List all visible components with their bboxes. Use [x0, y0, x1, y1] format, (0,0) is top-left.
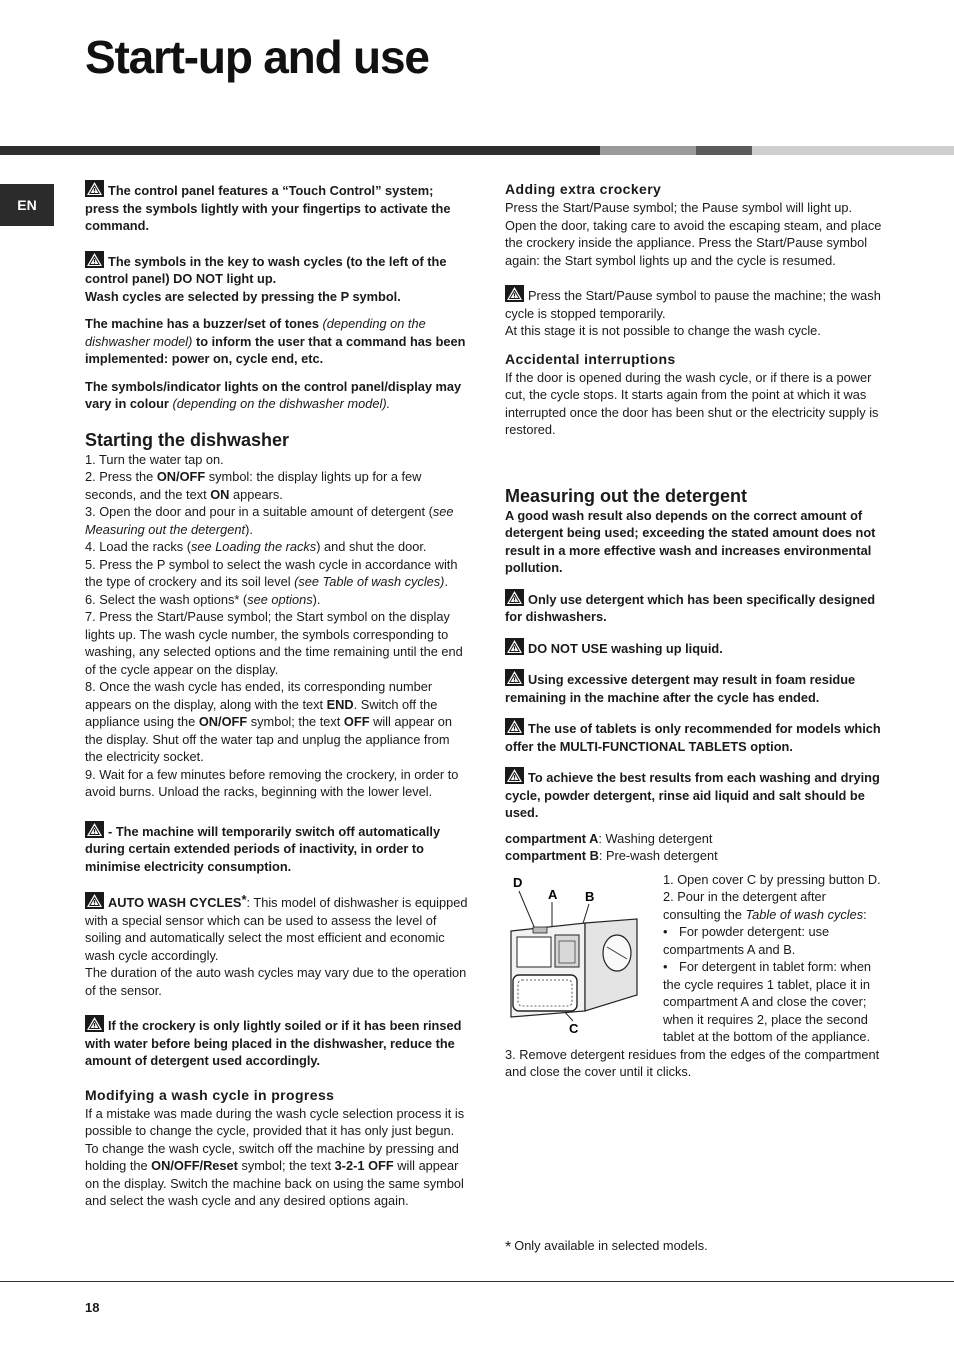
label-c: C	[569, 1020, 579, 1036]
warning-triangle-icon	[85, 251, 104, 268]
step-4-text: 4. Load the racks (	[85, 539, 191, 554]
warning-dishwasher-detergent	[505, 589, 885, 626]
auto-wash-label: AUTO WASH CYCLES	[108, 895, 242, 910]
wash-cycles-reference: Table of wash cycles	[745, 906, 864, 922]
dispenser-step-3: 3. Remove detergent residues from the edges of the compartment and close the cover until it clicks.	[505, 1046, 880, 1079]
compartment-a-name: compartment A	[505, 830, 599, 846]
warning-triangle-icon	[505, 767, 524, 784]
on-off-label: ON/OFF	[156, 469, 206, 484]
warning-text: DO NOT USE washing up liquid.	[528, 640, 723, 656]
header-bar-dark	[0, 146, 600, 155]
step-8-text: symbol; the text	[247, 714, 344, 729]
step-text: 2. Pour in the detergent after consulting the	[663, 889, 826, 922]
warning-text: If the crockery is only lightly soiled or if it has been rinsed with water before being placed in the dishwasher, reduce the amount of detergent used accordingly.	[85, 1018, 462, 1068]
pause-note	[505, 285, 885, 322]
dispenser-step-1: 1. Open cover C by pressing button D.	[663, 871, 881, 887]
footnote-asterisk: *	[505, 1239, 512, 1256]
modify-text-part: If a mistake was made during the wash cycle selection process it is possible to change the cycle, provided that it has only just begun. To change the wash cycle, switch off the machine by pressing and holding the	[85, 1105, 465, 1173]
header-bar-mid	[600, 146, 696, 155]
compartment-b-name: compartment B	[505, 848, 599, 863]
page-number: 18	[85, 1300, 100, 1315]
on-label: ON	[210, 486, 230, 502]
colour-note	[85, 378, 469, 413]
label-d: D	[513, 874, 523, 890]
warning-triangle-icon	[85, 1015, 104, 1032]
step-5-text: 5. Press the P symbol to select the wash cycle in accordance with the type of crockery and its soil level	[85, 556, 458, 589]
step-6-text: 6. Select the wash options* (	[85, 591, 248, 607]
bullet-mark: •	[663, 959, 668, 974]
step-6-text: ).	[312, 591, 321, 607]
bullet-mark: •	[663, 924, 668, 939]
detergent-dispenser-diagram	[505, 871, 655, 1041]
step-6	[85, 591, 469, 609]
colour-bold: The symbols/indicator lights on the control panel/display may vary in colour	[85, 378, 462, 411]
colour-italic: (depending on the dishwasher model).	[172, 396, 391, 411]
adding-text: Press the Start/Pause symbol; the Pause symbol will light up. Open the door, taking care to avoid the escaping steam, and place the crockery inside the appliance. Press the Start/Pause symbol again: the Start symbol lights up and the cycle is resumed.	[505, 200, 882, 268]
step-6-reference: see options	[247, 591, 313, 607]
footnote-text: Only available in selected models.	[514, 1238, 708, 1253]
compartment-a-shape	[555, 935, 579, 967]
section-heading-starting: Starting the dishwasher	[85, 429, 290, 450]
section-heading-modifying: Modifying a wash cycle in progress	[85, 1086, 335, 1103]
pause-note-2: At this stage it is not possible to change the wash cycle.	[505, 323, 821, 338]
modify-text-part: will appear on the display. Switch the machine back on using the same symbol and select the wash cycle and any desired options again.	[85, 1158, 464, 1208]
step-3-text: ).	[245, 521, 253, 537]
step-8-text: will appear on the display. Shut off the water tap and unplug the appliance from the electricity socket.	[85, 714, 453, 764]
footnote	[505, 1238, 708, 1257]
bullet-text: For powder detergent: use compartments A and B.	[663, 924, 830, 957]
warning-text: - The machine will temporarily switch off automatically during certain extended periods of inactivity, in order to minimise electricity consumption.	[85, 823, 441, 874]
warning-text: Only use detergent which has been specifically designed for dishwashers.	[505, 591, 876, 624]
warning-triangle-icon	[85, 180, 104, 197]
dispenser-instructions	[505, 871, 885, 1081]
compartment-b-shape	[517, 937, 551, 967]
step-2-text: symbol: the display lights up for a few seconds, and the text	[85, 469, 422, 502]
step-8-text: . Switch off the appliance using the	[85, 696, 438, 729]
warning-triangle-icon	[505, 589, 524, 606]
leader-d	[519, 891, 535, 929]
section-heading-adding: Adding extra crockery	[505, 181, 662, 197]
compartment-b-label	[505, 847, 885, 865]
step-7: 7. Press the Start/Pause symbol; the Start symbol on the display lights up. The wash cycle number, the symbols corresponding to washing, any selected options and the time remaining until the end of the cycle appear on the display.	[85, 609, 463, 677]
step-3-text: 3. Open the door and pour in a suitable amount of detergent (	[85, 504, 433, 519]
buzzer-note	[85, 315, 469, 368]
left-column	[85, 180, 469, 1210]
auto-wash-cycles-note	[85, 891, 469, 964]
warning-best-results	[505, 767, 885, 822]
step-5	[85, 556, 469, 591]
warning-lightly-soiled	[85, 1015, 469, 1070]
step-2-text: appears.	[229, 486, 283, 502]
auto-wash-text: : This model of dishwasher is equipped with a special sensor which can be used to assess the level of soiling and automatically select the most efficient and economic wash cycle accordingly.	[85, 895, 468, 963]
wash-cycle-selection-note: Wash cycles are selected by pressing the P symbol.	[85, 288, 401, 304]
step-2	[85, 468, 469, 503]
warning-tablets	[505, 718, 885, 755]
section-heading-accidental: Accidental interruptions	[505, 350, 676, 367]
warning-text: The control panel features a “Touch Control” system; press the symbols lightly with your fingertips to activate the command.	[85, 183, 451, 233]
warning-touch-control	[85, 180, 469, 235]
off-label: OFF	[343, 714, 370, 729]
warning-no-washing-liquid	[505, 638, 885, 658]
header-bar-light	[752, 146, 954, 155]
warning-text: The use of tablets is only recommended for models which offer the MULTI-FUNCTIONAL TABLETS option.	[505, 721, 881, 754]
measuring-intro: A good wash result also depends on the correct amount of detergent being used; exceeding the stated amount does not result in a more effective wash and increases environmental pollution.	[505, 507, 876, 575]
warning-text: Using excessive detergent may result in foam residue remaining in the machine after the cycle has ended.	[505, 672, 856, 705]
label-b: B	[585, 888, 595, 904]
warning-triangle-icon	[85, 821, 104, 838]
modify-text-part: symbol; the text	[237, 1158, 335, 1173]
on-off-label: ON/OFF	[198, 714, 248, 729]
auto-wash-duration-note: The duration of the auto wash cycles may vary due to the operation of the sensor.	[85, 965, 467, 998]
step-8	[85, 678, 469, 766]
buzzer-italic: (depending on the dishwasher model)	[85, 316, 426, 349]
page-title: Start-up and use	[85, 31, 429, 83]
language-tab: EN	[0, 184, 54, 226]
warning-auto-switch-off	[85, 821, 469, 876]
step-9: 9. Wait for a few minutes before removing the crockery, in order to avoid burns. Unload the racks, beginning with the lower level.	[85, 766, 459, 799]
step-text: :	[863, 906, 867, 922]
cover-c-shape	[513, 975, 577, 1011]
buzzer-bold-2: to inform the user that a command has been implemented: power on, cycle end, etc.	[85, 333, 466, 366]
warning-triangle-icon	[505, 718, 524, 735]
button-d-shape	[533, 927, 547, 933]
warning-triangle-icon	[505, 638, 524, 655]
step-3-reference: see Measuring out the detergent	[85, 504, 454, 537]
step-5-text: .	[444, 574, 449, 589]
step-3	[85, 503, 469, 538]
warning-triangle-icon	[505, 669, 524, 686]
on-off-reset-label: ON/OFF/Reset	[151, 1158, 238, 1173]
compartment-a-text: : Washing detergent	[598, 830, 713, 846]
bullet-text: For detergent in tablet form: when the cycle requires 1 tablet, place it in compartment A and close the cover; when it requires 2, place the second tablet at the bottom of the appliance.	[663, 959, 872, 1044]
buzzer-bold-1: The machine has a buzzer/set of tones	[85, 316, 319, 331]
label-a: A	[548, 886, 558, 902]
warning-text: To achieve the best results from each washing and drying cycle, powder detergent, rinse aid liquid and salt should be used.	[505, 770, 880, 820]
step-1: 1. Turn the water tap on.	[85, 451, 224, 467]
countdown-label: 3-2-1 OFF	[334, 1158, 394, 1173]
pause-text: Press the Start/Pause symbol to pause the machine; the wash cycle is stopped temporarily.	[505, 288, 881, 321]
step-4-text: ) and shut the door.	[316, 539, 427, 554]
step-8-text: 8. Once the wash cycle has ended, its corresponding number appears on the display, along with the text	[85, 679, 433, 712]
right-column	[505, 180, 885, 1081]
accidental-text: If the door is opened during the wash cycle, or if there is a power cut, the cycle stops. It starts again from the point at which it was interrupted once the door has been shut or the electricity supply is restored.	[505, 369, 879, 437]
step-5-reference: (see Table of wash cycles)	[294, 574, 445, 589]
step-2-text: 2. Press the	[85, 469, 157, 484]
asterisk-mark: *	[241, 892, 247, 907]
warning-excessive-detergent	[505, 669, 885, 706]
warning-symbols-key	[85, 251, 469, 288]
warning-triangle-icon	[505, 285, 524, 302]
header-bar-dark2	[696, 146, 752, 155]
warning-text: The symbols in the key to wash cycles (to the left of the control panel) DO NOT light up.	[85, 253, 447, 286]
compartment-a-label	[505, 830, 885, 848]
step-4-reference: see Loading the racks	[191, 539, 317, 554]
compartment-b-text: : Pre-wash detergent	[598, 848, 718, 863]
warning-triangle-icon	[85, 892, 104, 909]
modify-text	[85, 1105, 469, 1210]
end-label: END	[326, 696, 354, 712]
step-4	[85, 538, 469, 556]
section-heading-measuring: Measuring out the detergent	[505, 485, 748, 506]
footer-divider	[0, 1281, 954, 1282]
